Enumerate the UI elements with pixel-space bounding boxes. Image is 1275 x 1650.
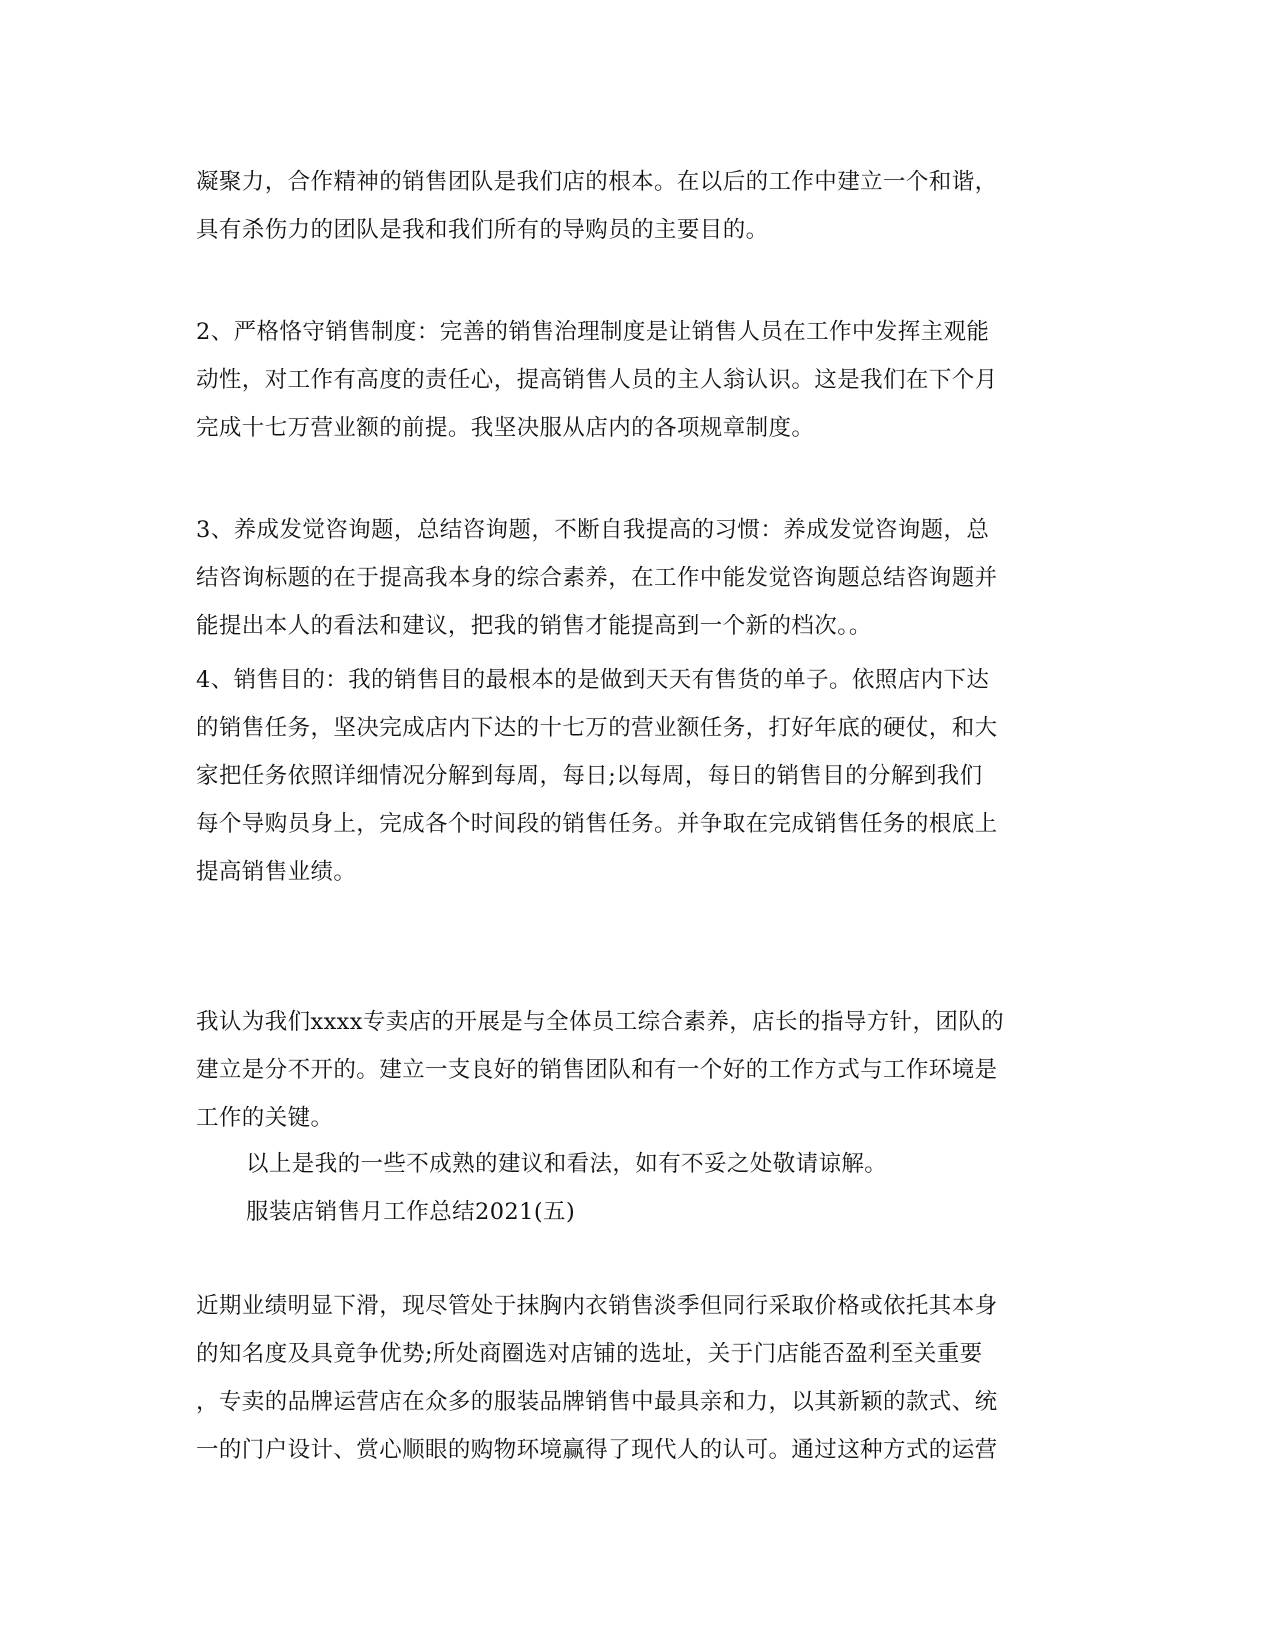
paragraph-sales-rules [196,308,1076,452]
text-line: 4、销售目的：我的销售目的最根本的是做到天天有售货的单子。依照店内下达 [196,667,990,693]
paragraph-recent-performance [196,1282,1076,1474]
text-line: 具有杀伤力的团队是我和我们所有的导购员的主要目的。 [196,217,769,243]
section-heading [246,1188,1126,1236]
text-line: 的知名度及具竟争优势;所处商圈选对店铺的选址，关于门店能否盈利至关重要 [196,1341,983,1367]
paragraph-problem-habits [196,506,1076,650]
text-line: 3、养成发觉咨询题，总结咨询题，不断自我提高的习惯：养成发觉咨询题，总 [196,517,990,543]
text-line: 建立是分不开的。建立一支良好的销售团队和有一个好的工作方式与工作环境是 [196,1057,998,1083]
text-line: 一的门户设计、赏心顺眼的购物环境赢得了现代人的认可。通过这种方式的运营 [196,1437,998,1463]
heading-text: 服装店销售月工作总结2021(五) [246,1199,576,1225]
text-line: 家把任务依照详细情况分解到每周，每日;以每周，每日的销售目的分解到我们 [196,763,983,789]
text-line: 完成十七万营业额的前提。我坚决服从店内的各项规章制度。 [196,415,815,441]
paragraph-sales-goals [196,656,1076,896]
paragraph-closing-remark [246,1140,1126,1188]
text-line: 每个导购员身上，完成各个时间段的销售任务。并争取在完成销售任务的根底上 [196,811,998,837]
text-line: 动性，对工作有高度的责任心，提高销售人员的主人翁认识。这是我们在下个月 [196,367,998,393]
text-line: 凝聚力，合作精神的销售团队是我们店的根本。在以后的工作中建立一个和谐， [196,169,998,195]
text-line: 我认为我们xxxx专卖店的开展是与全体员工综合素养，店长的指导方针，团队的 [196,1009,1005,1035]
text-line: 提高销售业绩。 [196,859,357,885]
text-line: ，专卖的品牌运营店在众多的服装品牌销售中最具亲和力，以其新颖的款式、统 [196,1389,998,1415]
text-line: 近期业绩明显下滑，现尽管处于抹胸内衣销售淡季但同行采取价格或依托其本身 [196,1293,998,1319]
text-line: 结咨询标题的在于提高我本身的综合素养，在工作中能发觉咨询题总结咨询题并 [196,565,998,591]
text-line: 能提出本人的看法和建议，把我的销售才能提高到一个新的档次。。 [196,613,872,639]
text-line: 2、严格恪守销售制度：完善的销售治理制度是让销售人员在工作中发挥主观能 [196,319,990,345]
paragraph-team-cohesion [196,158,1076,254]
paragraph-store-development [196,998,1076,1142]
text-line: 以上是我的一些不成熟的建议和看法，如有不妥之处敬请谅解。 [246,1151,888,1177]
text-line: 工作的关键。 [196,1105,334,1131]
text-line: 的销售任务，坚决完成店内下达的十七万的营业额任务，打好年底的硬仗，和大 [196,715,998,741]
